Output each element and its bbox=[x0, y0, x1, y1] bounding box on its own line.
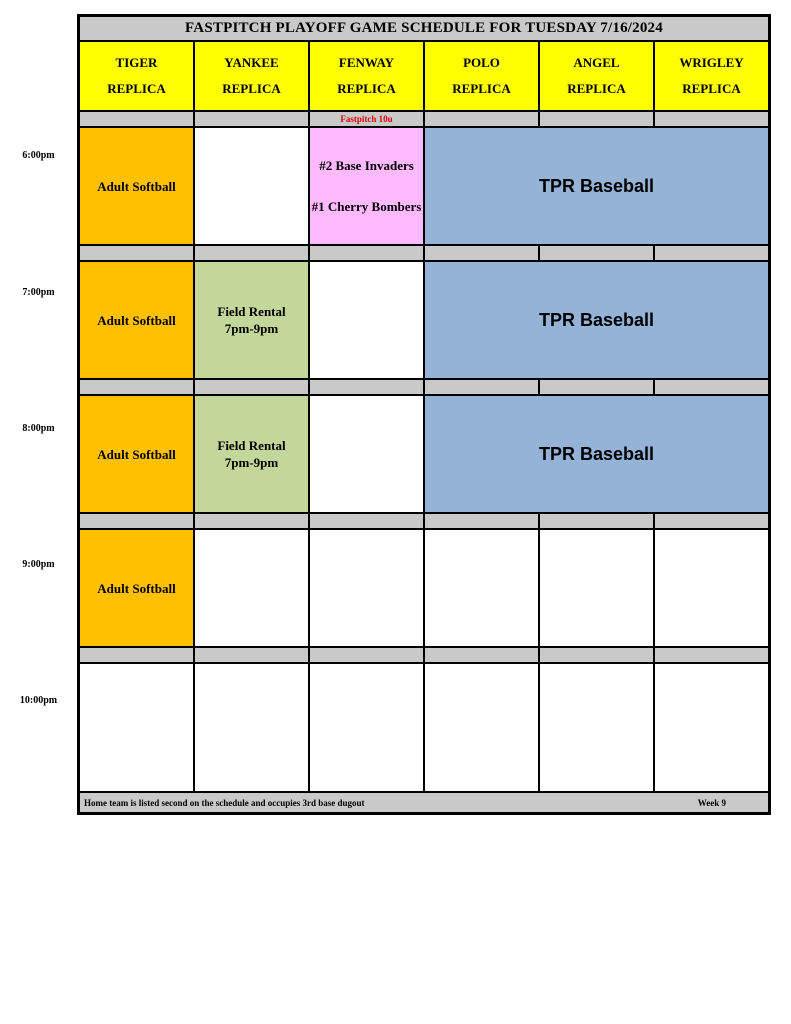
slot-empty bbox=[539, 529, 654, 647]
field-header-fenway bbox=[309, 41, 424, 111]
division-label: Fastpitch 10u bbox=[340, 114, 393, 124]
field-name: POLO bbox=[463, 55, 500, 70]
separator-cell bbox=[309, 513, 424, 529]
rental-time: 7pm-9pm bbox=[224, 321, 279, 336]
field-header-yankee bbox=[194, 41, 309, 111]
separator-cell bbox=[654, 647, 769, 663]
separator-cell bbox=[309, 647, 424, 663]
field-subtitle: REPLICA bbox=[107, 81, 166, 96]
slot-empty bbox=[539, 663, 654, 792]
slot-adult-softball: Adult Softball bbox=[79, 261, 194, 379]
separator-cell bbox=[194, 245, 309, 261]
separator-cell bbox=[654, 111, 769, 127]
rental-label: Field Rental bbox=[217, 438, 286, 453]
separator-cell bbox=[79, 647, 194, 663]
slot-empty bbox=[654, 529, 769, 647]
separator-cell bbox=[424, 379, 539, 395]
slot-playoff-game bbox=[309, 127, 424, 245]
time-label-10pm: 10:00pm bbox=[19, 695, 58, 706]
field-name: YANKEE bbox=[224, 55, 279, 70]
slot-adult-softball: Adult Softball bbox=[79, 529, 194, 647]
home-team: #1 Cherry Bombers bbox=[311, 199, 422, 214]
separator-cell bbox=[194, 647, 309, 663]
rental-time: 7pm-9pm bbox=[224, 455, 279, 470]
slot-adult-softball: Adult Softball bbox=[79, 395, 194, 513]
slot-tpr-baseball: TPR Baseball bbox=[424, 395, 769, 513]
slot-adult-softball: Adult Softball bbox=[79, 127, 194, 245]
slot-tpr-baseball: TPR Baseball bbox=[424, 261, 769, 379]
slot-empty bbox=[424, 663, 539, 792]
field-header-wrigley bbox=[654, 41, 769, 111]
slot-empty bbox=[79, 663, 194, 792]
separator-cell bbox=[539, 111, 654, 127]
field-header-polo bbox=[424, 41, 539, 111]
schedule-title: FASTPITCH PLAYOFF GAME SCHEDULE FOR TUESDAY 7/16/2024 bbox=[79, 16, 769, 41]
slot-empty bbox=[194, 529, 309, 647]
division-label-cell bbox=[309, 111, 424, 127]
field-name: ANGEL bbox=[573, 55, 620, 70]
separator-cell bbox=[309, 245, 424, 261]
slot-empty bbox=[309, 395, 424, 513]
field-subtitle: REPLICA bbox=[222, 81, 281, 96]
away-team: #2 Base Invaders bbox=[319, 158, 414, 173]
slot-empty bbox=[309, 529, 424, 647]
slot-empty bbox=[194, 663, 309, 792]
field-subtitle: REPLICA bbox=[452, 81, 511, 96]
field-header-angel bbox=[539, 41, 654, 111]
separator-cell bbox=[194, 111, 309, 127]
separator-cell bbox=[539, 513, 654, 529]
separator-cell bbox=[654, 379, 769, 395]
separator-cell bbox=[79, 245, 194, 261]
schedule-footer bbox=[79, 792, 769, 813]
separator-cell bbox=[194, 513, 309, 529]
slot-empty bbox=[309, 663, 424, 792]
separator-cell bbox=[424, 513, 539, 529]
field-name: FENWAY bbox=[338, 55, 395, 70]
field-subtitle: REPLICA bbox=[682, 81, 741, 96]
slot-tpr-baseball: TPR Baseball bbox=[424, 127, 769, 245]
separator-cell bbox=[424, 111, 539, 127]
field-name: TIGER bbox=[115, 55, 158, 70]
field-subtitle: REPLICA bbox=[337, 81, 396, 96]
separator-cell bbox=[539, 647, 654, 663]
time-label-7pm: 7:00pm bbox=[22, 287, 55, 298]
slot-empty bbox=[194, 127, 309, 245]
slot-empty bbox=[424, 529, 539, 647]
separator-cell bbox=[79, 513, 194, 529]
slot-field-rental bbox=[194, 395, 309, 513]
field-name: WRIGLEY bbox=[679, 55, 744, 70]
separator-cell bbox=[424, 245, 539, 261]
separator-cell bbox=[194, 379, 309, 395]
slot-empty bbox=[654, 663, 769, 792]
field-header-tiger bbox=[79, 41, 194, 111]
separator-cell bbox=[79, 111, 194, 127]
separator-cell bbox=[539, 245, 654, 261]
separator-cell bbox=[424, 647, 539, 663]
slot-empty bbox=[309, 261, 424, 379]
time-label-8pm: 8:00pm bbox=[22, 423, 55, 434]
time-label-9pm: 9:00pm bbox=[22, 559, 55, 570]
separator-cell bbox=[654, 245, 769, 261]
home-team-note: Home team is listed second on the schedule and occupies 3rd base dugout bbox=[84, 797, 365, 808]
week-label: Week 9 bbox=[697, 797, 726, 808]
separator-cell bbox=[654, 513, 769, 529]
separator-cell bbox=[539, 379, 654, 395]
separator-cell bbox=[79, 379, 194, 395]
schedule-table bbox=[77, 14, 771, 815]
field-subtitle: REPLICA bbox=[567, 81, 626, 96]
slot-field-rental bbox=[194, 261, 309, 379]
separator-cell bbox=[309, 379, 424, 395]
time-label-6pm: 6:00pm bbox=[22, 150, 55, 161]
rental-label: Field Rental bbox=[217, 304, 286, 319]
